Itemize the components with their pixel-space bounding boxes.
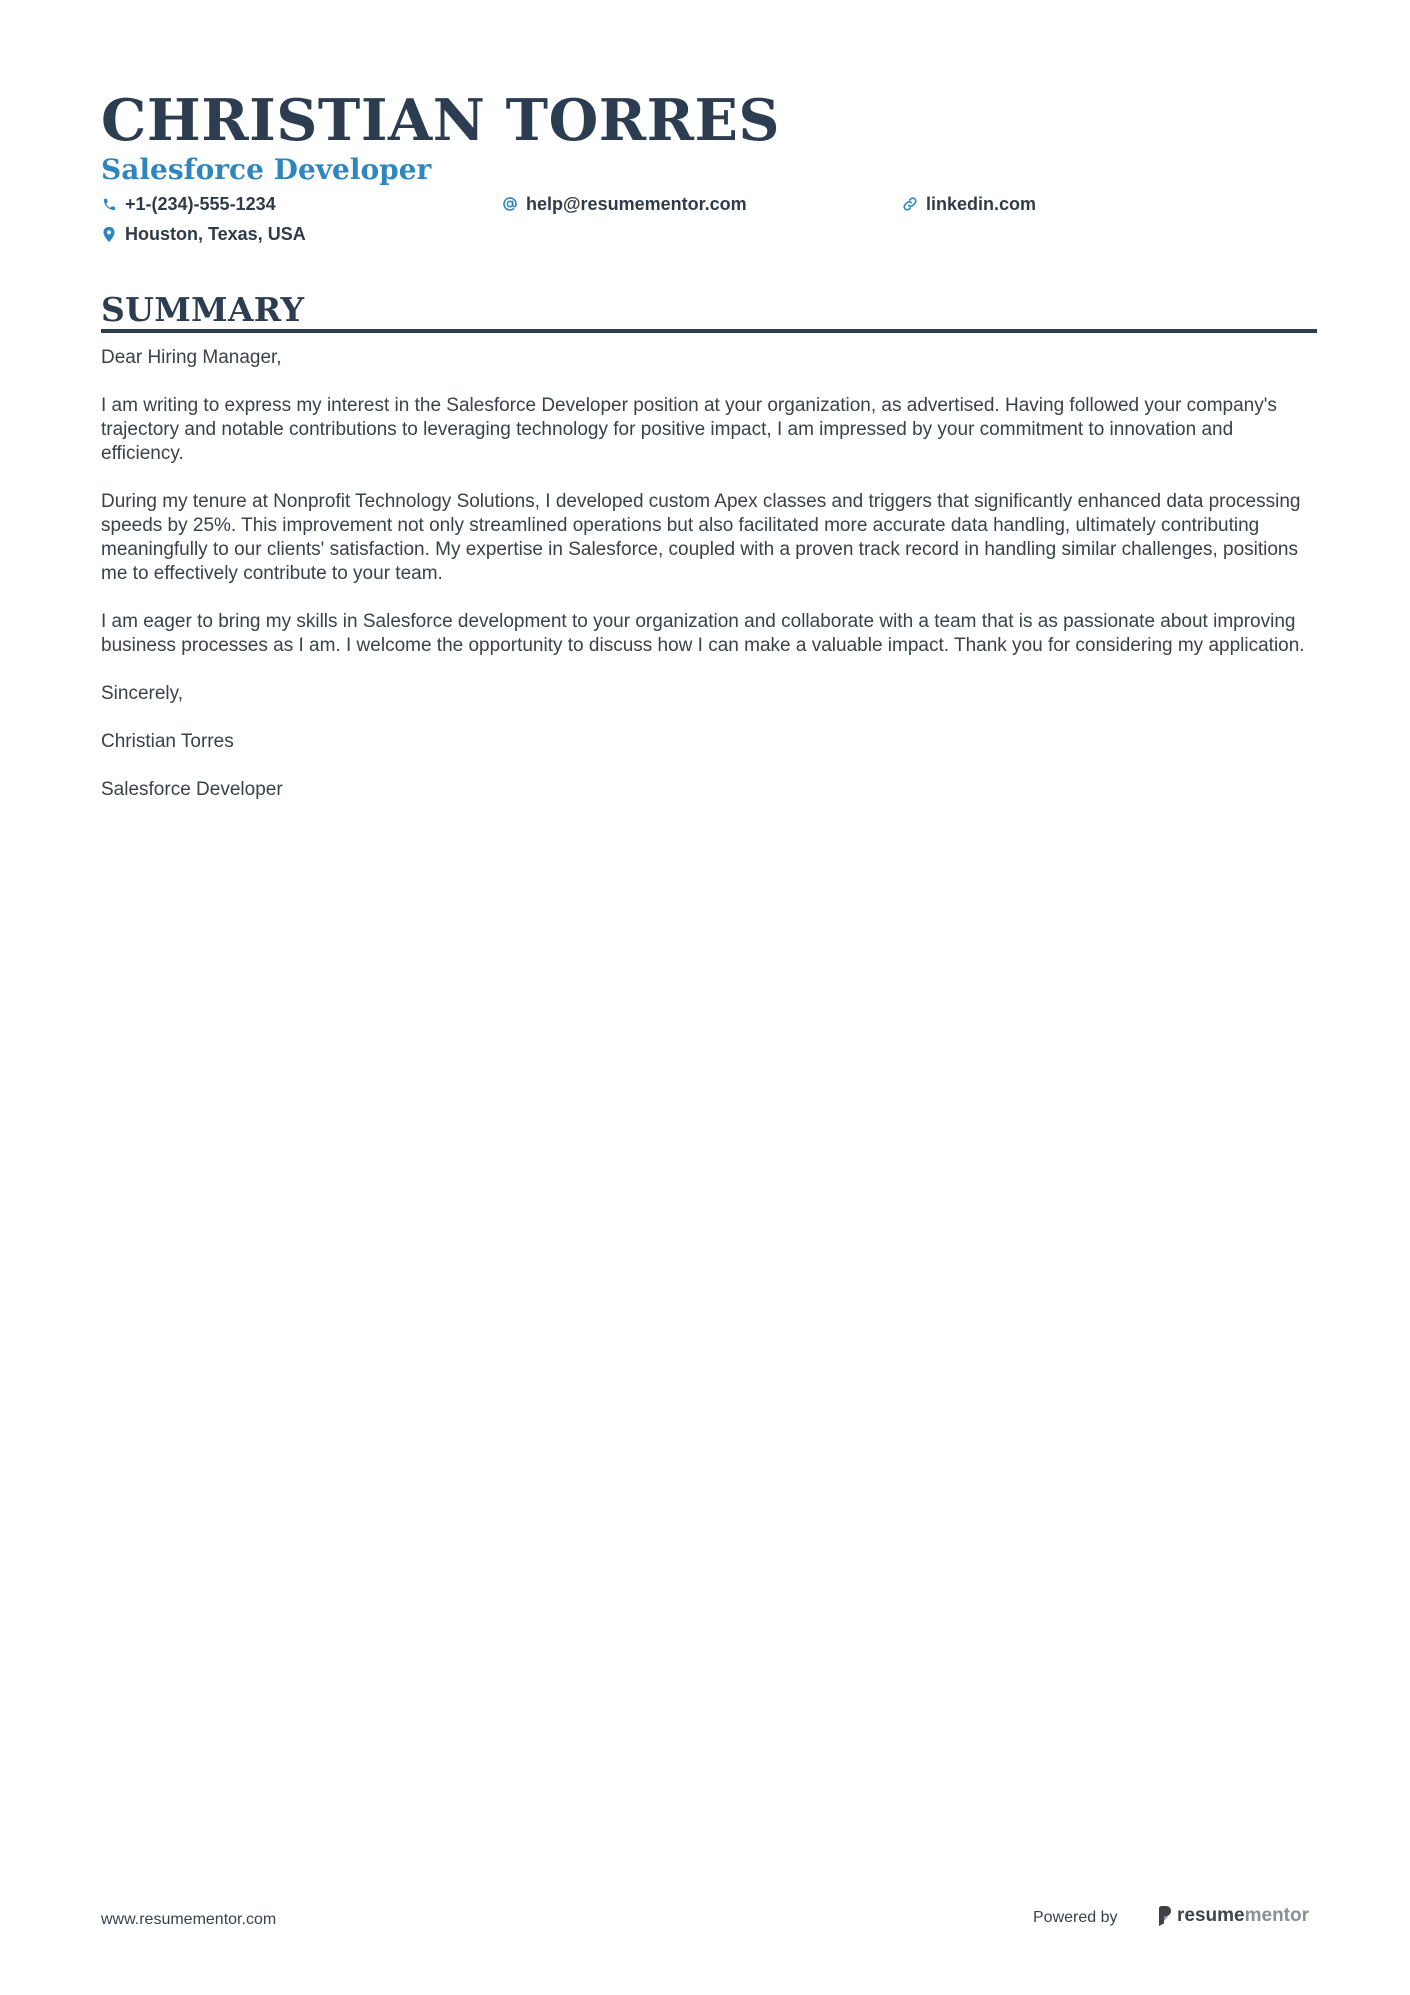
closing: Sincerely, xyxy=(101,683,184,704)
letter-body xyxy=(101,346,1317,826)
section-divider xyxy=(101,329,1317,333)
contact-location xyxy=(101,222,306,246)
salutation: Dear Hiring Manager, xyxy=(101,347,282,368)
cover-letter-page xyxy=(101,0,1317,1995)
footer-url[interactable]: www.resumementor.com xyxy=(101,1911,277,1928)
letter-paragraph-3: I am eager to bring my skills in Salesforce development to your organization and collaborate with a team that is as passionate about improving business processes as I am. I welcome the opportunity to discuss how I can make a valuable impact. Thank you for considering my application. xyxy=(101,611,1305,656)
contact-phone-text: +1-(234)-555-1234 xyxy=(125,194,276,214)
signature-name: Christian Torres xyxy=(101,731,234,752)
brand-text-mentor: mentor xyxy=(1244,1905,1310,1926)
at-sign-icon xyxy=(502,196,518,212)
contact-link[interactable] xyxy=(902,192,1036,216)
section-title-summary: SUMMARY xyxy=(101,290,305,329)
link-icon xyxy=(902,196,918,212)
contact-phone xyxy=(101,192,276,216)
contact-link-text[interactable]: linkedin.com xyxy=(926,194,1037,214)
letter-paragraph-1: I am writing to express my interest in the Salesforce Developer position at your organization, as advertised. Having followed your company's trajectory and notable contributions to leveraging technology for positive impact, I am impressed by your commitment to innovation and efficiency. xyxy=(101,395,1277,464)
letter-paragraph-2: During my tenure at Nonprofit Technology Solutions, I developed custom Apex classes and triggers that significantly enhanced data processing speeds by 25%. This improvement not only streamlined operations but also facilitated more accurate data handling, ultimately contributing meaningfully to our clients' satisfaction. My expertise in Salesforce, coupled with a proven track record in handling similar challenges, positions me to effectively contribute to your team. xyxy=(101,491,1301,584)
brand-logo[interactable] xyxy=(1157,1903,1309,1929)
phone-icon xyxy=(101,196,117,212)
contact-location-text: Houston, Texas, USA xyxy=(125,224,306,244)
signature-title: Salesforce Developer xyxy=(101,779,283,800)
brand-mark-icon xyxy=(1157,1905,1172,1927)
candidate-role: Salesforce Developer xyxy=(101,153,432,186)
contact-email[interactable] xyxy=(502,192,747,216)
powered-by-label: Powered by xyxy=(1033,1909,1118,1926)
candidate-name: CHRISTIAN TORRES xyxy=(101,87,781,154)
map-pin-icon xyxy=(101,226,117,242)
contact-email-text[interactable]: help@resumementor.com xyxy=(526,194,747,214)
brand-text-resume: resume xyxy=(1177,1905,1245,1926)
